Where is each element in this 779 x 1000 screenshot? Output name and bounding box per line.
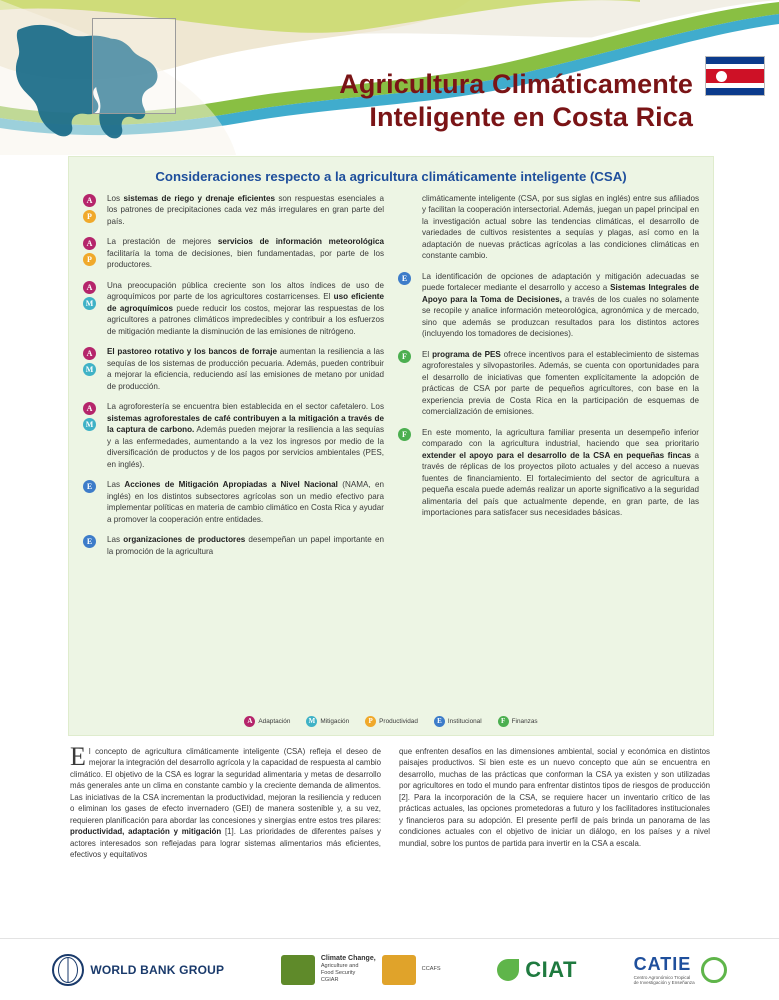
category-badges [398, 349, 420, 418]
legend-item [498, 716, 538, 727]
ciat-label: CIAT [525, 956, 577, 982]
page-title-line2: Inteligente en Costa Rica [369, 101, 693, 132]
consideration-text: El pastoreo rotativo y los bancos de forraje aumentan la resiliencia a las sequías de los sistemas de producción pecuaria. Además, pueden contribuir a mejorar la eficiencia, reduciendo así las emisiones de metano por unidad de producción. [107, 347, 384, 391]
consideration-item [398, 427, 699, 519]
legend-badge-p-icon: P [365, 716, 376, 727]
page-title [133, 68, 693, 134]
consideration-item [83, 346, 384, 392]
ciat-leaf-icon [497, 959, 519, 981]
considerations-panel [68, 156, 714, 736]
consideration-text: Una preocupación pública creciente son los altos índices de uso de agroquímicos por parte de los agricultores costarricenses. El uso eficiente de agroquímicos puede reducir los costos, mejorar las respuestas de los agricultores a patrones climáticos impredecibles y contribuir a los esfuerzos de mitigación mediante la disminución de las emisiones de nitrógeno. [107, 280, 385, 336]
consideration-item [83, 236, 384, 270]
consideration-item [83, 280, 384, 337]
dropcap: E [70, 742, 86, 771]
consideration-item [83, 193, 384, 227]
category-badges [83, 534, 105, 557]
consideration-item [83, 401, 384, 470]
catie-sub1: Centro Agronómico Tropical [633, 974, 691, 980]
category-badges [83, 236, 105, 270]
cgiar-label: CGIAR [320, 977, 339, 984]
panel-legend [69, 716, 713, 727]
category-badges [83, 280, 105, 337]
legend-badge-f-icon: F [498, 716, 509, 727]
category-badges [398, 193, 420, 262]
legend-label: Finanzas [511, 718, 538, 725]
legend-label: Productividad [379, 718, 418, 725]
cgiar-ccafs-logo [281, 955, 441, 985]
world-bank-logo [52, 954, 224, 986]
consideration-text: La identificación de opciones de adaptación y mitigación adecuadas se puede fortalecer mediante el desarrollo y acceso a Sistemas Integrales de Apoyo para la Toma de Decisiones, a través de los cuales no solamente se recopile y analice información meteorológica, agronómica y de mercado, sino que además se produzcan resultados para los distintos actores (incluyendo los tomadores de decisiones). [422, 271, 699, 339]
intro-left-paragraph: l concepto de agricultura climáticamente inteligente (CSA) refleja el deseo de mejorar la integración del desarrollo agrícola y la capacidad de respuesta al cambio climático. El objetivo de la CSA es lograr la seguridad alimentaria y metas de desarrollo más generales ante un clima en constante cambio y la creciente demanda de alimentos. Las iniciativas de la CSA incrementan la productividad, mejoran la resiliencia y reducen o eliminan los gases de efecto invernadero (GEI) de manera sostenible y, a su vez, requieren planificación para abordar las concesiones y sinergias entre estos tres pilares: productividad, adaptación y mitigación [1]. Las prioridades de diferentes países y actores interesados son reflejadas para lograr sistemas alimentarios más eficientes, efectivos y equitativos [70, 747, 382, 860]
consideration-item [83, 479, 384, 525]
category-badge-e-icon: E [398, 272, 411, 285]
consideration-text: En este momento, la agricultura familiar presenta un desempeño inferior comparado con la agricultura industrial, haciendo que sea prioritario extender el apoyo para el desarrollo de la CSA en pequeñas fincas a través de réplicas de los proyectos piloto actuales y del acceso a nuevas fuentes de financiamiento. El fortalecimiento del sector de agricultura a pequeña escala puede además realizar un aporte significativo a la seguridad alimentaria del país que actualmente depende, en gran parte, de las importaciones para satisfacer sus necesidades básicas. [422, 427, 699, 518]
legend-item [306, 716, 349, 727]
panel-right-column [398, 193, 699, 566]
legend-label: Institucional [447, 718, 482, 725]
consideration-text: Los sistemas de riego y drenaje eficientes son respuestas esenciales a los patrones de precipitaciones cada vez más irregulares en gran parte del país. [107, 194, 384, 226]
panel-title: Consideraciones respecto a la agricultura climáticamente inteligente (CSA) [155, 169, 627, 184]
category-badge-p-icon: P [83, 210, 96, 223]
category-badge-e-icon: E [83, 535, 96, 548]
consideration-item [398, 271, 699, 340]
footer-logos [0, 938, 779, 1000]
consideration-text: El programa de PES ofrece incentivos para el establecimiento de sistemas agroforestales y silvopastoriles. Además, se cuenta con oportunidades para el desarrollo de iniciativas que fomenten explícitamente la adopción de prácticas de CSA por parte de pequeños agricultores, con base en la experiencia previa de Costa Rica en la participación de esquemas de comercialización de emisiones. [422, 349, 699, 417]
cgiar-text-block [321, 955, 376, 985]
legend-badge-a-icon: A [244, 716, 255, 727]
legend-item [244, 716, 290, 727]
world-bank-label: WORLD BANK GROUP [90, 962, 225, 977]
legend-label: Mitigación [320, 718, 350, 725]
consideration-text: La prestación de mejores servicios de información meteorológica facilitaría la toma de decisiones, bien fundamentadas, por parte de los productores. [107, 237, 384, 270]
consideration-item [398, 349, 699, 418]
category-badge-a-icon: A [83, 194, 96, 207]
consideration-text: Las Acciones de Mitigación Apropiadas a Nivel Nacional (NAMA, en inglés) en los distintos subsectores agrícolas son un medio efectivo para implementar políticas en materia de cambio climático en Costa Rica y ayudar a promover la cooperación entre entidades. [107, 480, 384, 524]
legend-badge-e-icon: E [434, 716, 445, 727]
category-badge-p-icon: P [83, 253, 96, 266]
catie-ring-icon [701, 957, 727, 983]
legend-item [434, 716, 482, 727]
category-badge-e-icon: E [83, 480, 96, 493]
category-badges [83, 479, 105, 525]
category-badges [398, 271, 420, 340]
consideration-text: La agroforestería se encuentra bien establecida en el sector cafetalero. Los sistemas agroforestales de café contribuyen a la mitigación a través de la captura de carbono. Además pueden mejorar la resiliencia a las sequías y a las enfermedades, aumentando a la vez los ingresos por medio de la diversificación de productos y de los pagos por servicios ambientales (PES, en inglés). [107, 402, 384, 469]
catie-label: CATIE [633, 953, 692, 974]
category-badges [83, 193, 105, 227]
category-badge-a-icon: A [83, 402, 96, 415]
category-badge-f-icon: F [398, 350, 411, 363]
intro-right-paragraph: que enfrenten desafíos en las dimensiones ambiental, social y económica en distintos paisajes productivos. Si bien este es un nuevo concepto que aún se encuentra en desarrollo, muchas de las prácticas que conforman la CSA ya existen y son utilizadas por agricultores en todo el mundo para enfrentar distintos tipos de riesgos de producción [2]. Para la incorporación de la CSA, se requiere hacer un inventario crítico de las prácticas actuales, las opciones prometedoras a futuro y los facilitadores institucionales y financieros para su adopción. El presente perfil de país brinda un panorama de las condiciones actuales con el objetivo de iniciar un diálogo, en los países y a nivel mundial, sobre los puntos de partida para invertir en la CSA a escala. [399, 747, 710, 848]
consideration-text: climáticamente inteligente (CSA, por sus siglas en inglés) entre sus afiliados y facilitan la cooperación intersectorial. Además, juegan un papel principal en la investigación actual sobre las tendencias climáticas, el desarrollo de variedades de cultivos resistentes a sequías y plagas, así como en la adaptación de nuevas prácticas agrícolas a las condiciones climáticas en constante cambio. [422, 194, 699, 261]
consideration-item [83, 534, 384, 557]
ccafs-sub2: Food Security [320, 970, 356, 977]
intro-body-text [70, 742, 710, 867]
costa-rica-flag-icon [705, 56, 765, 96]
leaf-icon [281, 955, 315, 985]
page-title-line1: Agricultura Climáticamente [339, 69, 693, 99]
ciat-logo [497, 957, 577, 983]
intro-right-column [399, 746, 710, 867]
ccafs-label: CCAFS [421, 966, 441, 972]
category-badge-a-icon: A [83, 281, 96, 294]
ccafs-mark-icon [382, 955, 416, 985]
legend-badge-m-icon: M [306, 716, 317, 727]
category-badges [398, 427, 420, 519]
category-badges [83, 346, 105, 392]
ccafs-title: Climate Change, [320, 954, 376, 962]
globe-icon [52, 954, 84, 986]
category-badge-m-icon: M [83, 418, 96, 431]
ccafs-sub1: Agriculture and [320, 963, 359, 970]
category-badge-a-icon: A [83, 347, 96, 360]
category-badge-f-icon: F [398, 428, 411, 441]
catie-logo [634, 954, 727, 986]
consideration-text: Las organizaciones de productores desempeñan un papel importante en la promoción de la agricultura [107, 535, 384, 556]
consideration-item [398, 193, 699, 262]
category-badges [83, 401, 105, 470]
catie-sub2: de Investigación y Enseñanza [633, 980, 695, 985]
category-badge-m-icon: M [83, 297, 96, 310]
intro-left-column [70, 742, 382, 867]
panel-left-column [83, 193, 384, 566]
category-badge-m-icon: M [83, 363, 96, 376]
page-header [0, 0, 779, 155]
category-badge-a-icon: A [83, 237, 96, 250]
legend-item [365, 716, 418, 727]
legend-label: Adaptación [258, 718, 291, 725]
